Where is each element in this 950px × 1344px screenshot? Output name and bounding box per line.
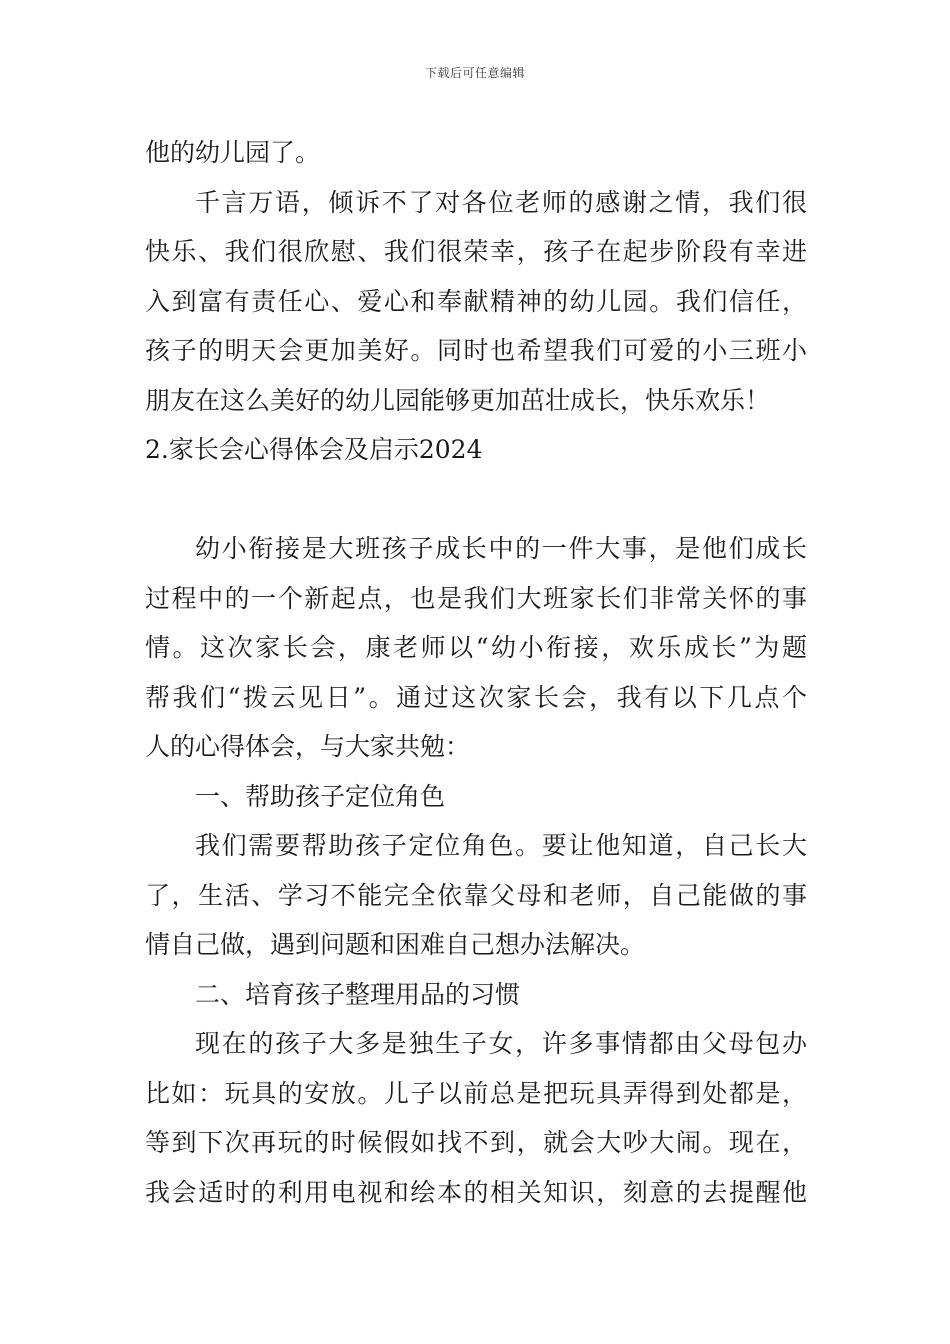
paragraph-line: 情自己做，遇到问题和困难自己想办法解决。 — [145, 930, 646, 959]
page-header: 下载后可任意编辑 — [424, 66, 525, 80]
subheading: 二、培育孩子整理用品的习惯 — [195, 979, 521, 1009]
subheading: 一、帮助孩子定位角色 — [195, 781, 446, 811]
blank-line — [145, 475, 807, 525]
paragraph-line: 人的心得体会，与大家共勉： — [145, 732, 471, 761]
paragraph-line: 过程中的一个新起点，也是我们大班家长们非常关怀的事 — [145, 583, 807, 613]
paragraph-line: 比如：玩具的安放。儿子以前总是把玩具弄得到处都是， — [145, 1078, 807, 1108]
paragraph-line: 朋友在这么美好的幼儿园能够更加茁壮成长，快乐欢乐！ — [145, 385, 771, 415]
paragraph-line: 我们需要帮助孩子定位角色。要让他知道，自己长大 — [195, 831, 807, 860]
document-body — [145, 128, 807, 1217]
paragraph-line: 快乐、我们很欣慰、我们很荣幸，孩子在起步阶段有幸进 — [145, 237, 807, 266]
paragraph-line: 幼小衔接是大班孩子成长中的一件大事，是他们成长 — [195, 534, 807, 563]
paragraph-line: 入到富有责任心、爱心和奉献精神的幼儿园。我们信任， — [145, 286, 807, 316]
paragraph-line: 千言万语，倾诉不了对各位老师的感谢之情，我们很 — [195, 187, 807, 217]
paragraph-line: 孩子的明天会更加美好。同时也希望我们可爱的小三班小 — [145, 336, 807, 365]
paragraph-line: 等到下次再玩的时候假如找不到，就会大吵大闹。现在， — [145, 1128, 807, 1157]
paragraph-line: 情。这次家长会，康老师以“幼小衔接，欢乐成长”为题 — [145, 633, 807, 662]
paragraph-line: 了，生活、学习不能完全依靠父母和老师，自己能做的事 — [145, 880, 807, 910]
paragraph-line: 他的幼儿园了。 — [145, 138, 321, 167]
paragraph-line: 我会适时的利用电视和绘本的相关知识，刻意的去提醒他 — [145, 1177, 807, 1207]
section-title: 2.家长会心得体会及启示2024 — [145, 435, 483, 464]
paragraph-line: 帮我们“拨云见日”。通过这次家长会，我有以下几点个 — [145, 682, 807, 712]
paragraph-line: 现在的孩子大多是独生子女，许多事情都由父母包办 — [195, 1029, 807, 1058]
